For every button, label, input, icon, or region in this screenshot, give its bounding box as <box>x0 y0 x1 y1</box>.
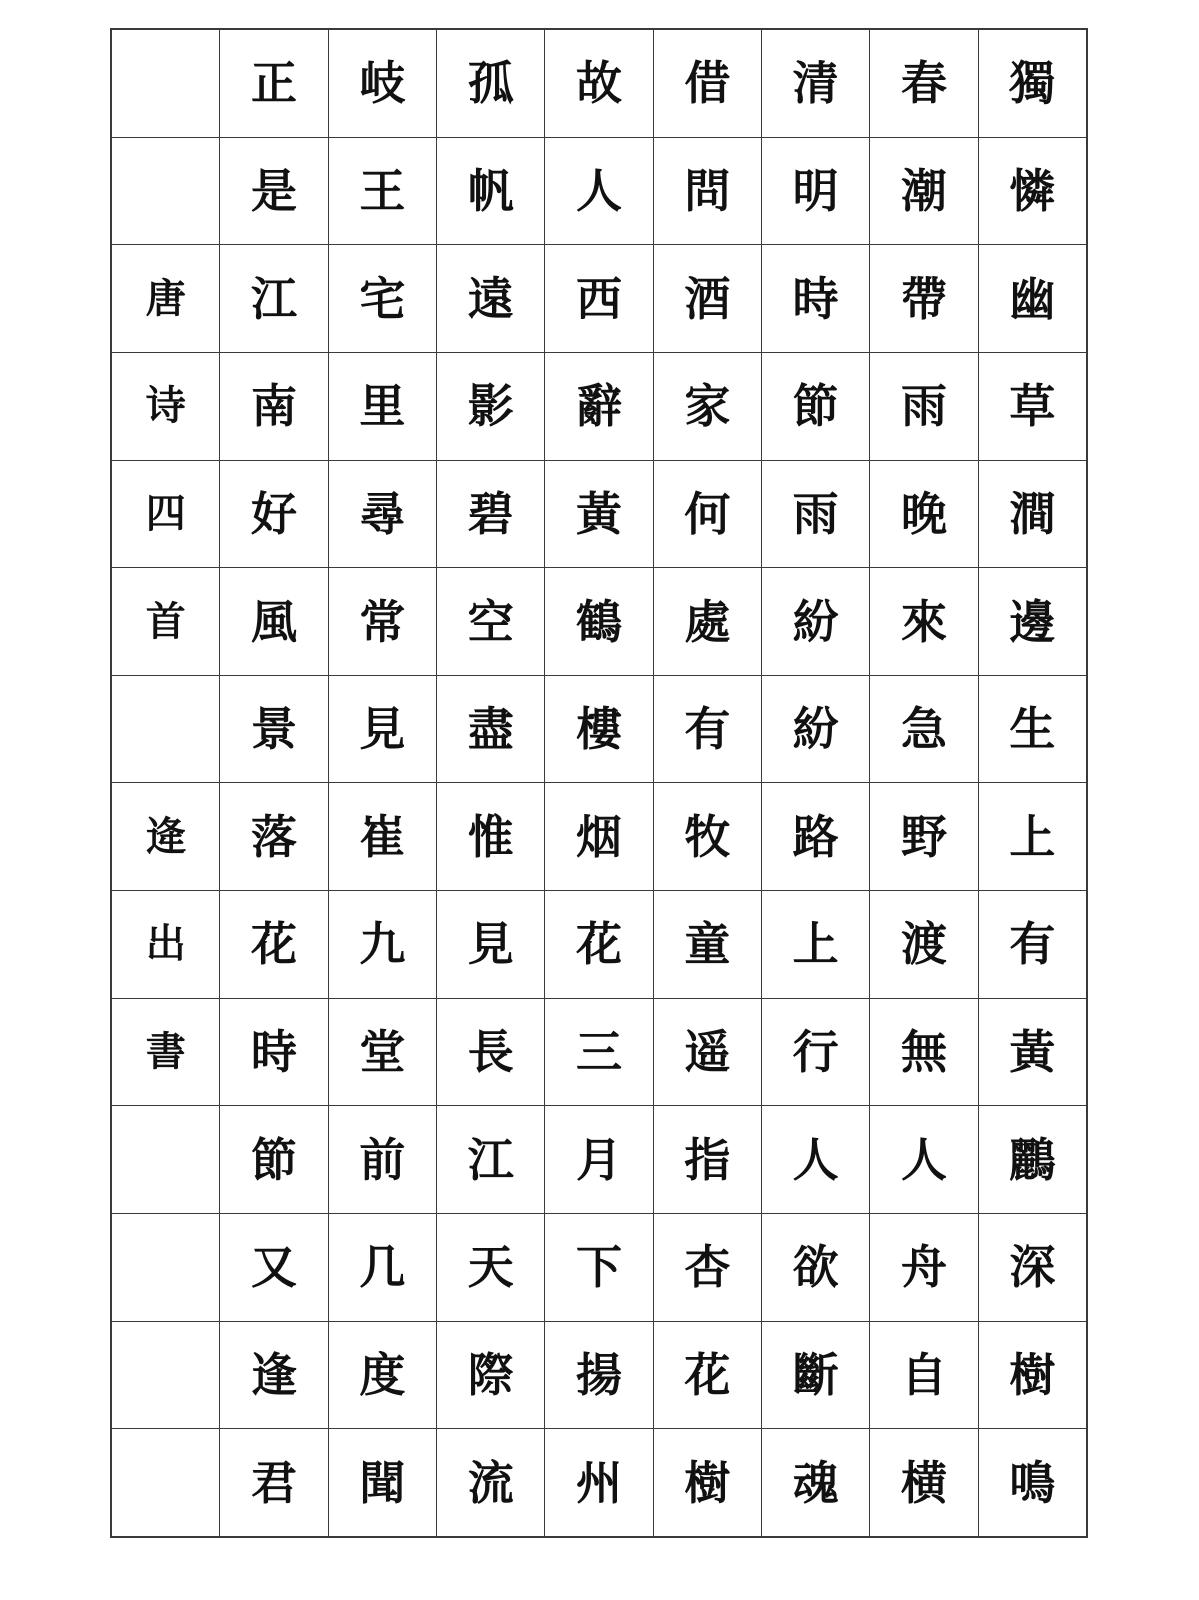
character-cell: 邊 <box>979 568 1086 676</box>
character-cell: 度 <box>329 1322 436 1430</box>
character-cell: 時 <box>220 999 327 1107</box>
character-cell: 處 <box>654 568 761 676</box>
character-cell: 清 <box>762 30 869 138</box>
character-cell: 節 <box>762 353 869 461</box>
character-cell: 紛 <box>762 676 869 784</box>
character-cell: 烟 <box>545 783 652 891</box>
character-cell: 下 <box>545 1214 652 1322</box>
character-cell: 見 <box>437 891 544 999</box>
character-cell: 生 <box>979 676 1086 784</box>
character-cell: 逄 <box>112 783 219 891</box>
character-cell: 際 <box>437 1322 544 1430</box>
character-cell: 時 <box>762 245 869 353</box>
character-cell: 急 <box>870 676 977 784</box>
character-cell: 江 <box>220 245 327 353</box>
character-cell: 風 <box>220 568 327 676</box>
character-cell: 是 <box>220 138 327 246</box>
character-cell: 路 <box>762 783 869 891</box>
title-column <box>112 30 219 1536</box>
character-cell: 南 <box>220 353 327 461</box>
character-cell: 來 <box>870 568 977 676</box>
character-cell: 指 <box>654 1106 761 1214</box>
character-cell: 出 <box>112 891 219 999</box>
character-cell: 潮 <box>870 138 977 246</box>
character-cell: 三 <box>545 999 652 1107</box>
character-cell: 自 <box>870 1322 977 1430</box>
character-cell: 酒 <box>654 245 761 353</box>
character-cell: 樹 <box>979 1322 1086 1430</box>
character-cell: 鶴 <box>545 568 652 676</box>
character-cell: 黃 <box>545 461 652 569</box>
character-cell: 花 <box>654 1322 761 1430</box>
character-cell: 碧 <box>437 461 544 569</box>
character-cell: 家 <box>654 353 761 461</box>
character-cell <box>112 1429 219 1536</box>
character-cell: 魂 <box>792 1455 839 1510</box>
character-cell: 樓 <box>545 676 652 784</box>
character-cell: 牧 <box>654 783 761 891</box>
character-cell <box>112 676 219 784</box>
character-cell: 有 <box>979 891 1086 999</box>
character-cell: 王 <box>329 138 436 246</box>
character-cell: 帶 <box>870 245 977 353</box>
character-cell: 斷 <box>762 1322 869 1430</box>
character-cell: 月 <box>545 1106 652 1214</box>
character-cell: 空 <box>437 568 544 676</box>
character-grid <box>112 30 1086 1536</box>
character-cell: 崔 <box>329 783 436 891</box>
character-cell: 樹 <box>684 1455 731 1510</box>
poem-column <box>544 30 652 1536</box>
character-cell: 問 <box>654 138 761 246</box>
poem-column <box>978 30 1086 1536</box>
character-cell: 杏 <box>654 1214 761 1322</box>
character-cell: 西 <box>545 245 652 353</box>
character-cell: 憐 <box>979 138 1086 246</box>
character-cell: 尋 <box>329 461 436 569</box>
character-cell <box>112 1322 219 1430</box>
character-cell: 九 <box>329 891 436 999</box>
character-cell: 渡 <box>870 891 977 999</box>
character-cell: 草 <box>979 353 1086 461</box>
poem-column <box>869 30 977 1536</box>
character-cell: 何 <box>654 461 761 569</box>
character-cell: 長 <box>437 999 544 1107</box>
character-cell: 故 <box>545 30 652 138</box>
character-cell: 景 <box>220 676 327 784</box>
character-cell: 花 <box>220 891 327 999</box>
character-cell: 辭 <box>545 353 652 461</box>
character-cell: 有 <box>654 676 761 784</box>
character-cell: 遠 <box>437 245 544 353</box>
character-cell: 節 <box>220 1106 327 1214</box>
character-cell: 盡 <box>437 676 544 784</box>
character-cell: 堂 <box>329 999 436 1107</box>
character-cell: 雨 <box>762 461 869 569</box>
character-cell: 人 <box>545 138 652 246</box>
character-cell: 又 <box>220 1214 327 1322</box>
character-cell: 好 <box>220 461 327 569</box>
character-cell: 惟 <box>437 783 544 891</box>
character-cell: 澗 <box>979 461 1086 569</box>
character-cell: 鸝 <box>979 1106 1086 1214</box>
character-cell: 天 <box>437 1214 544 1322</box>
character-cell <box>112 138 219 246</box>
character-cell: 正 <box>220 30 327 138</box>
character-cell <box>112 1106 219 1214</box>
character-cell: 州 <box>576 1455 623 1510</box>
character-cell <box>112 1214 219 1322</box>
character-cell: 几 <box>329 1214 436 1322</box>
character-cell: 孤 <box>437 30 544 138</box>
character-cell: 野 <box>870 783 977 891</box>
character-cell: 舟 <box>870 1214 977 1322</box>
character-cell: 影 <box>437 353 544 461</box>
character-cell: 晚 <box>870 461 977 569</box>
character-cell: 遥 <box>654 999 761 1107</box>
character-cell: 鳴 <box>1009 1455 1056 1510</box>
character-cell: 唐 <box>112 245 219 353</box>
character-cell: 書 <box>112 999 219 1107</box>
character-cell: 獨 <box>979 30 1086 138</box>
character-cell: 花 <box>545 891 652 999</box>
character-cell: 揚 <box>545 1322 652 1430</box>
character-cell: 人 <box>762 1106 869 1214</box>
character-cell: 四 <box>112 461 219 569</box>
character-cell: 宅 <box>329 245 436 353</box>
character-cell: 借 <box>654 30 761 138</box>
character-cell: 逢 <box>220 1322 327 1430</box>
poem-column <box>761 30 869 1536</box>
character-cell: 欲 <box>762 1214 869 1322</box>
character-cell: 帆 <box>437 138 544 246</box>
character-cell: 上 <box>979 783 1086 891</box>
character-cell: 黃 <box>979 999 1086 1107</box>
character-cell <box>112 30 219 138</box>
character-cell: 首 <box>112 568 219 676</box>
character-cell: 诗 <box>112 353 219 461</box>
character-cell: 落 <box>220 783 327 891</box>
character-cell: 江 <box>437 1106 544 1214</box>
poem-column <box>328 30 436 1536</box>
character-cell: 里 <box>329 353 436 461</box>
character-cell: 見 <box>329 676 436 784</box>
character-cell: 流 <box>467 1455 514 1510</box>
calligraphy-practice-sheet <box>110 28 1088 1538</box>
character-cell: 横 <box>901 1455 947 1510</box>
character-cell: 紛 <box>762 568 869 676</box>
character-cell: 童 <box>654 891 761 999</box>
character-cell: 深 <box>979 1214 1086 1322</box>
character-cell: 幽 <box>979 245 1086 353</box>
character-cell: 岐 <box>329 30 436 138</box>
character-cell: 行 <box>762 999 869 1107</box>
character-cell: 春 <box>870 30 977 138</box>
character-cell: 明 <box>762 138 869 246</box>
poem-column <box>436 30 544 1536</box>
character-cell: 上 <box>762 891 869 999</box>
character-cell: 常 <box>329 568 436 676</box>
poem-column <box>219 30 327 1536</box>
poem-column <box>653 30 761 1536</box>
character-cell: 聞 <box>359 1455 406 1510</box>
character-cell: 前 <box>329 1106 436 1214</box>
character-cell: 人 <box>870 1106 977 1214</box>
character-cell: 雨 <box>870 353 977 461</box>
character-cell: 無 <box>870 999 977 1107</box>
character-cell: 君 <box>251 1455 298 1510</box>
